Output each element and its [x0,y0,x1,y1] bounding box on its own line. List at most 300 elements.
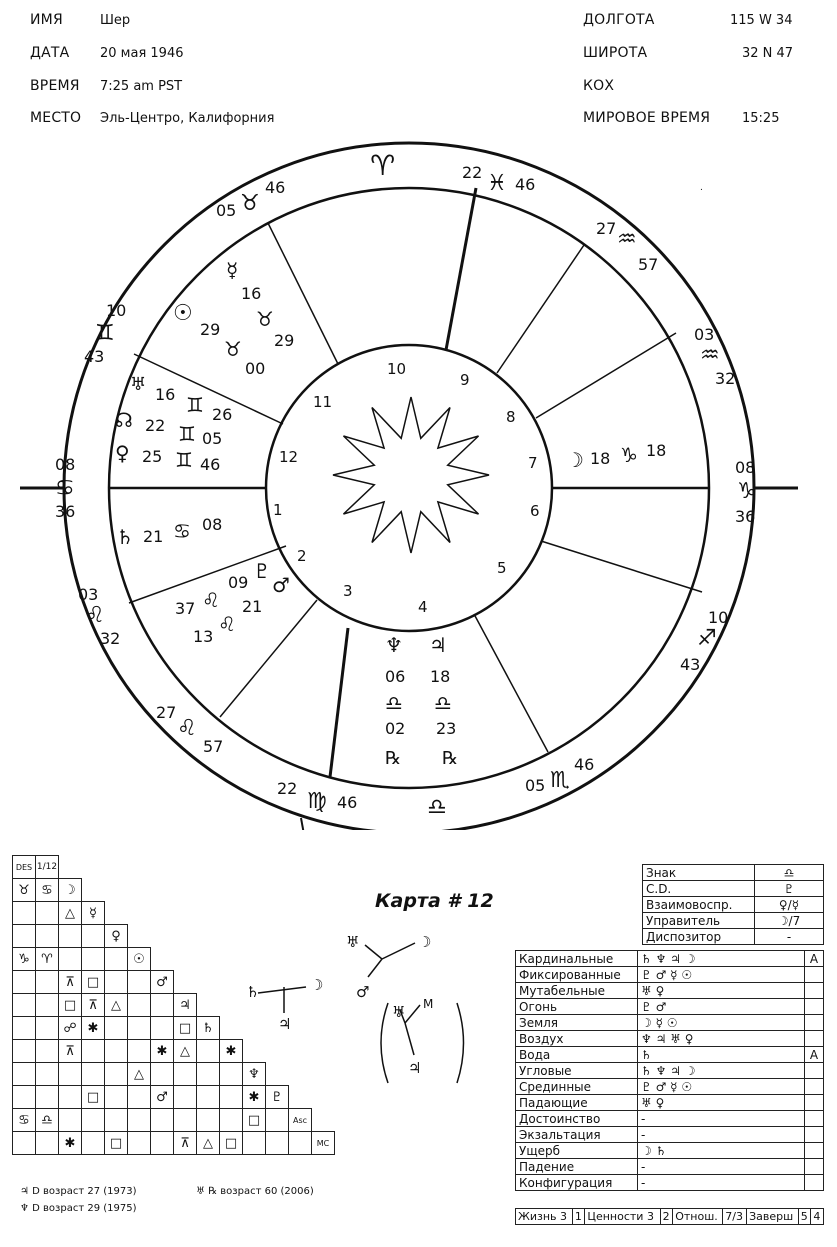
date-value: 20 мая 1946 [100,46,184,61]
hemisphere-cell: 2 [660,1209,673,1225]
hemisphere-cell: 7/3 [723,1209,747,1225]
grid-cell [13,1017,36,1040]
grid-cell [174,1109,197,1132]
cusp-12-min: 43 [84,347,105,366]
grid-cell: ✱ [59,1132,82,1155]
grid-cell: ☉ [128,948,151,971]
ruler-value: ♀/☿ [755,897,824,913]
mars-glyph: ♂ [272,573,290,597]
grid-cell: ♈ [36,948,59,971]
sun-sign: ♉ [224,337,242,361]
classification-planets: ♅ ♀ [638,983,805,999]
hemisphere-table [515,1208,824,1225]
place-value: Эль-Центро, Калифорния [100,111,275,126]
neptune-sign: ♎ [385,691,403,715]
classification-extra [805,1175,824,1191]
ruler-value: ♇ [755,881,824,897]
classification-planets: ☽ ☿ ☉ [638,1015,805,1031]
house-number-1: 1 [273,501,283,519]
classification-row [516,951,824,967]
classification-planets: - [638,1127,805,1143]
classification-planets: ♅ ♀ [638,1095,805,1111]
grid-cell [151,1063,174,1086]
grid-cell [128,971,151,994]
grid-cell [128,1017,151,1040]
grid-cell [289,1132,312,1155]
classification-label: Ущерб [516,1143,638,1159]
grid-cell [174,1086,197,1109]
grid-cell: MC [312,1132,335,1155]
classification-extra [805,1095,824,1111]
pattern-g2: ☽ [418,933,432,951]
cusp-7-min: 36 [735,507,756,526]
cusp-8-min: 57 [638,255,659,274]
house-number-7: 7 [528,454,538,472]
pattern-g3: ♂ [356,983,370,1001]
longitude-label: ДОЛГОТА [583,12,655,28]
cusp-9-sign: ♓ [487,171,507,196]
classification-planets: ☽ ♄ [638,1143,805,1159]
house-number-12: 12 [279,448,299,466]
longitude-value: 115 W 34 [730,13,793,28]
classification-planets: ♆ ♃ ♅ ♀ [638,1031,805,1047]
classification-label: Угловые [516,1063,638,1079]
classification-extra [805,999,824,1015]
classification-extra [805,983,824,999]
grid-cell: ☽ [59,879,82,902]
jupiter-deg: 18 [430,667,451,686]
grid-cell [128,1109,151,1132]
grid-cell [197,1086,220,1109]
classification-extra [805,1015,824,1031]
classification-row [516,967,824,983]
classification-extra [805,1127,824,1143]
classification-planets: ♄ [638,1047,805,1063]
name-label: ИМЯ [30,12,63,28]
grid-cell [151,994,174,1017]
cusp-9-min: 46 [515,175,536,194]
cusp-11-deg: 05 [216,201,237,220]
grid-cell [59,948,82,971]
cusp-12-deg: 10 [106,301,127,320]
grid-cell [13,902,36,925]
cusp-1-sign: ♋ [55,476,75,501]
cusp-3b-min: 57 [203,737,224,756]
grid-cell [128,1132,151,1155]
classification-label: Срединные [516,1079,638,1095]
saturn-sign: ♋ [173,519,191,543]
cusp-3-sign: ♍ [307,789,327,814]
grid-cell: ⊼ [59,971,82,994]
name-value: Шер [100,13,131,28]
grid-cell [105,1109,128,1132]
grid-cell: □ [105,1132,128,1155]
note-uranus: ♅ ℞ возраст 60 (2006) [196,1186,314,1197]
neptune-retro: ℞ [385,748,402,769]
aspect-pattern [240,925,480,1105]
classification-planets: - [638,1111,805,1127]
latitude-value: 32 N 47 [742,46,794,61]
svg-text:.: . [700,183,703,193]
grid-cell [36,971,59,994]
grid-cell: ✱ [82,1017,105,1040]
date-label: ДАТА [30,45,70,61]
grid-cell: ♇ [266,1086,289,1109]
grid-cell [59,1086,82,1109]
classification-extra [805,1143,824,1159]
grid-cell: ♂ [151,971,174,994]
grid-cell: □ [59,994,82,1017]
ruler-row [643,865,824,881]
grid-cell [105,1063,128,1086]
grid-cell [197,1063,220,1086]
pattern-g7: ♅ [392,1003,406,1021]
classification-row [516,1127,824,1143]
grid-cell: △ [128,1063,151,1086]
cusp-7-deg: 08 [735,458,756,477]
classification-planets: ♇ ♂ ☿ ☉ [638,1079,805,1095]
classification-planets: ♄ ♆ ♃ ☽ [638,1063,805,1079]
venus-glyph: ♀ [115,441,130,465]
cusp-1-min: 36 [55,502,76,521]
grid-cell: □ [220,1132,243,1155]
house-number-3: 3 [343,582,353,600]
grid-cell [13,1040,36,1063]
grid-corner-fraction: 1/12 [36,856,59,879]
cusp-3-deg: 22 [277,779,298,798]
latitude-label: ШИРОТА [583,45,648,61]
grid-cell: ✱ [220,1040,243,1063]
saturn-deg: 21 [143,527,164,546]
grid-cell [151,1017,174,1040]
cusp-7b-deg: 03 [694,325,715,344]
ruler-value: ☽/7 [755,913,824,929]
hemisphere-cell: 5 [798,1209,811,1225]
mars-deg: 21 [242,597,263,616]
grid-cell [128,1086,151,1109]
ruler-row [643,929,824,945]
grid-cell: □ [82,971,105,994]
cusp-7b-sign: ♒ [700,343,720,368]
grid-cell: ♄ [197,1017,220,1040]
classification-label: Падающие [516,1095,638,1111]
grid-cell [82,948,105,971]
grid-cell [13,1132,36,1155]
classification-row [516,1175,824,1191]
grid-cell [105,1017,128,1040]
house-number-8: 8 [506,408,516,426]
ruler-label: C.D. [643,881,755,897]
moon-min: 18 [646,441,667,460]
classification-label: Фиксированные [516,967,638,983]
classification-extra [805,967,824,983]
cusp-2-min: 32 [100,629,121,648]
mercury-min: 29 [274,331,295,350]
pattern-g1: ♅ [346,933,360,951]
cusp-7b-min: 32 [715,369,736,388]
cusp-6-min: 43 [680,655,701,674]
grid-cell: ♉ [13,879,36,902]
grid-corner-des: DES [13,856,36,879]
classification-row [516,1031,824,1047]
pattern-g4: ♄ [246,983,260,1001]
pluto-deg: 09 [228,573,249,592]
grid-cell [13,971,36,994]
grid-cell [197,1040,220,1063]
pluto-min: 37 [175,599,196,618]
cusp-3-min: 46 [337,793,358,812]
grid-cell [128,994,151,1017]
grid-cell: △ [174,1040,197,1063]
classification-label: Мутабельные [516,983,638,999]
grid-cell: □ [174,1017,197,1040]
grid-cell: □ [82,1086,105,1109]
grid-cell: ✱ [243,1086,266,1109]
star-ornament [333,397,489,553]
cusp-3b-sign: ♌ [177,716,197,741]
grid-cell [36,1086,59,1109]
universal-time-value: 15:25 [742,111,780,126]
classification-label: Земля [516,1015,638,1031]
grid-cell: △ [197,1132,220,1155]
house-number-5: 5 [497,559,507,577]
hemisphere-cell: 1 [572,1209,585,1225]
grid-cell: ♋ [13,1109,36,1132]
pattern-g9: ♃ [408,1059,422,1077]
grid-cell: Asc [289,1109,312,1132]
mars-sign: ♌ [218,612,236,636]
ruler-row [643,881,824,897]
grid-cell [220,1109,243,1132]
classification-label: Конфигурация [516,1175,638,1191]
cusp-8-deg: 27 [596,219,617,238]
classification-row [516,999,824,1015]
classification-extra: А [805,1047,824,1063]
classification-label: Воздух [516,1031,638,1047]
house-number-9: 9 [460,371,470,389]
grid-cell [36,925,59,948]
classification-row [516,1015,824,1031]
classification-planets: - [638,1159,805,1175]
house-number-10: 10 [387,360,407,378]
uranus-glyph: ♅ [130,374,147,395]
grid-cell: ☿ [82,902,105,925]
top-sign: ♈ [370,149,396,182]
uranus-deg: 16 [155,385,176,404]
grid-cell [82,1063,105,1086]
sun-glyph: ☉ [173,301,193,326]
grid-cell [82,1132,105,1155]
grid-cell [36,1017,59,1040]
house-number-11: 11 [313,393,333,411]
bottom-sign: ♎ [427,795,447,820]
cusp-8-sign: ♒ [617,227,637,252]
neptune-min: 02 [385,719,406,738]
grid-cell [197,1109,220,1132]
node-sign: ♊ [178,422,196,446]
house-number-2: 2 [297,547,307,565]
cusp-11-sign: ♉ [240,191,260,216]
pattern-g8: M [423,997,434,1011]
grid-cell [128,1040,151,1063]
house-number-6: 6 [530,502,540,520]
cusp-5-sign: ♏ [550,768,570,793]
ruler-label: Знак [643,865,755,881]
grid-cell [243,1132,266,1155]
ruler-value: ♎ [755,865,824,881]
classification-planets: - [638,1175,805,1191]
grid-cell [105,1040,128,1063]
saturn-glyph: ♄ [116,525,134,549]
node-deg: 22 [145,416,166,435]
grid-cell [105,948,128,971]
hemisphere-cell: Отнош. [673,1209,723,1225]
pluto-glyph: ♇ [253,559,271,583]
chart-rulers-table [642,864,824,945]
place-label: МЕСТО [30,110,82,126]
grid-cell: ☍ [59,1017,82,1040]
ruler-row [643,897,824,913]
ruler-row [643,913,824,929]
grid-cell [174,1063,197,1086]
classification-extra [805,1111,824,1127]
classification-row [516,983,824,999]
moon-deg: 18 [590,449,611,468]
classification-planets: ♇ ♂ [638,999,805,1015]
classification-row [516,1159,824,1175]
grid-cell: ⊼ [59,1040,82,1063]
grid-cell [59,925,82,948]
venus-min: 46 [200,455,221,474]
pluto-sign: ♌ [202,588,220,612]
classification-extra [805,1063,824,1079]
grid-cell: ♀ [105,925,128,948]
house-system-label: КОХ [583,78,615,94]
moon-sign: ♑ [620,443,638,467]
grid-cell: ♃ [174,994,197,1017]
grid-cell [59,1109,82,1132]
grid-cell [13,1086,36,1109]
mercury-glyph: ☿ [226,258,239,282]
classification-label: Падение [516,1159,638,1175]
grid-cell [266,1132,289,1155]
grid-cell: ♑ [13,948,36,971]
cusp-3b-deg: 27 [156,703,177,722]
grid-cell [36,1132,59,1155]
ruler-value: - [755,929,824,945]
neptune-deg: 06 [385,667,406,686]
cusp-7-sign: ♑ [737,479,757,504]
grid-cell [36,1040,59,1063]
jupiter-glyph: ♃ [429,633,447,657]
classification-planets: ♄ ♆ ♃ ☽ [638,951,805,967]
grid-cell: ⊼ [82,994,105,1017]
node-min: 05 [202,429,223,448]
chart-title: Карта # 12 [375,890,494,912]
grid-cell: △ [105,994,128,1017]
uranus-min: 26 [212,405,233,424]
grid-cell [59,1063,82,1086]
note-neptune: ♆ D возраст 29 (1975) [20,1203,137,1214]
cusp-5-deg: 05 [525,776,546,795]
jupiter-sign: ♎ [434,691,452,715]
grid-cell [105,1086,128,1109]
hemisphere-cell: Ценности 3 [585,1209,660,1225]
pattern-g5: ☽ [310,976,324,994]
grid-cell: ♎ [36,1109,59,1132]
mars-min: 13 [193,627,214,646]
grid-cell [36,902,59,925]
classification-label: Экзальтация [516,1127,638,1143]
grid-cell [266,1109,289,1132]
mercury-sign: ♉ [256,307,274,331]
cusp-6-sign: ♐ [697,626,717,651]
classification-label: Кардинальные [516,951,638,967]
grid-cell [36,994,59,1017]
jupiter-min: 23 [436,719,457,738]
house-number-4: 4 [418,598,428,616]
venus-sign: ♊ [175,448,193,472]
classification-extra [805,1159,824,1175]
note-jupiter: ♃ D возраст 27 (1973) [20,1186,137,1197]
grid-cell [105,971,128,994]
grid-cell [82,925,105,948]
hemisphere-cell: 4 [811,1209,824,1225]
classification-row [516,1095,824,1111]
universal-time-label: МИРОВОЕ ВРЕМЯ [583,110,711,126]
ruler-label: Взаимовоспр. [643,897,755,913]
ruler-label: Диспозитор [643,929,755,945]
cusp-6-deg: 10 [708,608,729,627]
cusp-9-deg: 22 [462,163,483,182]
classification-label: Огонь [516,999,638,1015]
cusp-12-sign: ♊ [95,321,115,346]
cusp-11-min: 46 [265,178,286,197]
node-glyph: ☊ [115,408,133,432]
grid-cell: △ [59,902,82,925]
grid-cell [151,1109,174,1132]
classification-label: Вода [516,1047,638,1063]
classification-row [516,1111,824,1127]
saturn-min: 08 [202,515,223,534]
time-value: 7:25 am PST [100,79,183,94]
grid-cell: □ [243,1109,266,1132]
grid-cell [36,1063,59,1086]
uranus-sign: ♊ [186,393,204,417]
hemisphere-cell: Жизнь 3 [516,1209,573,1225]
grid-cell [13,994,36,1017]
grid-cell [82,1040,105,1063]
classification-row [516,1047,824,1063]
sun-deg: 29 [200,320,221,339]
ruler-label: Управитель [643,913,755,929]
grid-cell: ✱ [151,1040,174,1063]
cusp-5-min: 46 [574,755,595,774]
classification-extra [805,1079,824,1095]
grid-cell: ♋ [36,879,59,902]
grid-cell: ♆ [243,1063,266,1086]
classification-label: Достоинство [516,1111,638,1127]
hemisphere-cell: Заверш [747,1209,799,1225]
classification-row [516,1143,824,1159]
time-label: ВРЕМЯ [30,78,80,94]
grid-cell [151,1132,174,1155]
venus-deg: 25 [142,447,163,466]
classification-row [516,1079,824,1095]
classification-extra: А [805,951,824,967]
grid-cell [13,1063,36,1086]
grid-cell [13,925,36,948]
